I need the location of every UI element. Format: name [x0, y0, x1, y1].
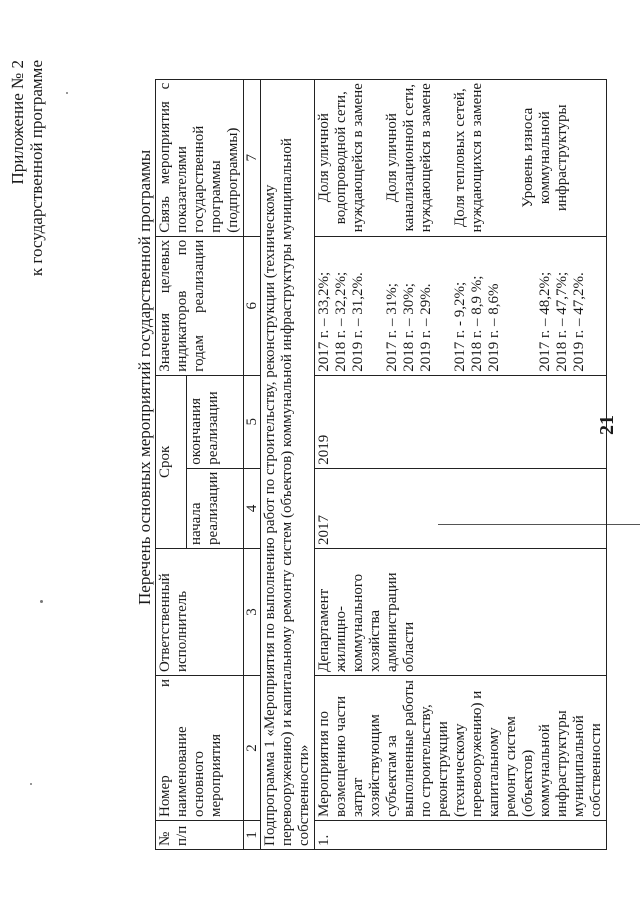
- annex-number: Приложение № 2: [8, 60, 27, 185]
- end-year: 2019: [315, 375, 607, 468]
- value-line: 2017 г. - 9,2%;: [452, 281, 468, 372]
- value-line: 2018 г. – 47,7%;: [554, 271, 570, 372]
- measure-name: Мероприятия по возмещению части затрат хозяйствующим субъектам за выполненные работы по строительству, реконструкции (техническому перевооружению) и капитальному ремонту систем (объектов) коммунальной инфраструктуры муниципальной собственности: [315, 676, 607, 821]
- value-line: 2017 г. – 31%;: [384, 283, 400, 372]
- measures-table: [155, 79, 607, 850]
- table-header-row: [156, 79, 187, 849]
- page-number: 21: [596, 415, 618, 435]
- indicator-wear: Уровень износа коммунальной инфраструктуры: [520, 104, 570, 212]
- col-number: 5: [244, 375, 261, 468]
- col-number: 4: [244, 468, 261, 548]
- annex-subtitle: к государственной программе: [27, 60, 46, 277]
- document-title: Перечень основных мероприятий государственной программы: [135, 149, 154, 605]
- header-executor: Ответственный исполнитель: [156, 549, 244, 676]
- header-indicator-link: Связь мероприятия с показателями государственной программы (подпрограммы): [156, 79, 244, 236]
- value-line: 2018 г. – 30%;: [401, 283, 417, 372]
- col-number: 7: [244, 79, 261, 236]
- column-number-row: [244, 79, 261, 849]
- subprogram-title: Подпрограмма 1 «Мероприятия по выполнению работ по строительству, реконструкции (техническому перевооружению) и капитальному ремонту систем (объектов) коммунальной инфраструктуры муниципальной собственности»: [261, 79, 315, 849]
- value-line: 2018 г. – 32,2%;: [333, 271, 349, 372]
- table-row: [315, 79, 607, 849]
- annex-header: [8, 60, 46, 360]
- indicator-links: [315, 79, 607, 236]
- value-line: 2019 г. – 29%.: [418, 283, 434, 372]
- header-measure-name: Номер и наименование основного мероприятия: [156, 676, 244, 821]
- col-number: 2: [244, 676, 261, 821]
- header-num: № п/п: [156, 821, 244, 850]
- indicator-water: Доля уличной водопроводной сети, нуждающейся в замене: [316, 83, 366, 233]
- header-start: начала реализации: [186, 468, 243, 548]
- col-number: 6: [244, 236, 261, 375]
- value-line: 2019 г. – 31,2%.: [350, 272, 366, 372]
- target-values: [315, 236, 607, 375]
- value-line: 2019 г. – 8,6%: [486, 283, 502, 372]
- header-target-values: Значения целевых индикаторов по годам реализации: [156, 236, 244, 375]
- start-year: 2017: [315, 468, 607, 548]
- indicator-sewer: Доля уличной канализационной сети, нуждающейся в замене: [384, 83, 434, 233]
- executor: Департамент жилищно-коммунального хозяйства администрации области: [315, 549, 607, 676]
- value-line: 2017 г. – 48,2%;: [537, 271, 553, 372]
- value-line: 2018 г. – 8,9 %;: [469, 275, 485, 372]
- value-line: 2019 г. – 47,2%.: [571, 272, 587, 372]
- header-term: Срок: [156, 375, 187, 548]
- header-end: окончания реализации: [186, 375, 243, 468]
- col-number: 1: [244, 821, 261, 850]
- indicator-heat: Доля тепловых сетей, нуждающихся в замене: [452, 82, 485, 233]
- value-line: 2017 г. – 33,2%;: [316, 271, 332, 372]
- col-number: 3: [244, 549, 261, 676]
- subprogram-row: [261, 79, 315, 849]
- row-number: 1.: [315, 821, 607, 850]
